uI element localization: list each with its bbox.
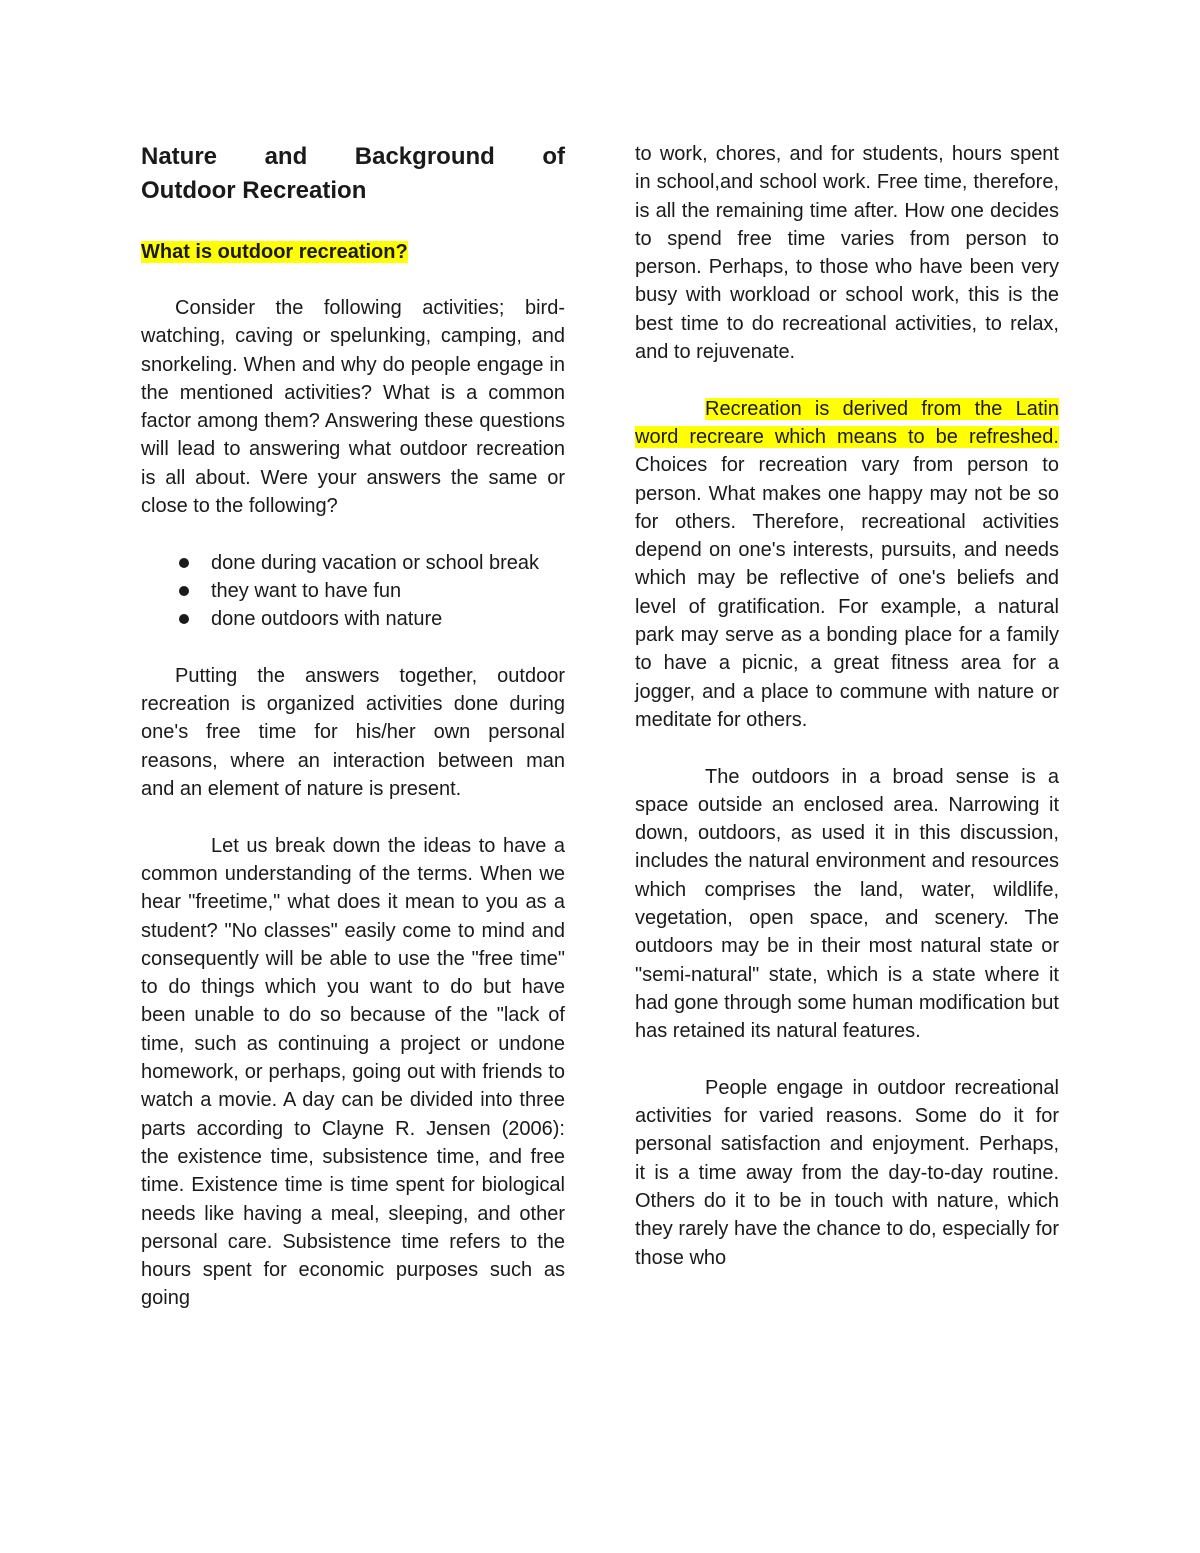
highlighted-heading: What is outdoor recreation?: [141, 241, 408, 263]
continued-paragraph: to work, chores, and for students, hours spent in school,and school work. Free time, therefore, is all the remaining time after. How one decides to spend free time varies from person to person. Perhaps, to those who have been very busy with workload or school work, this is the best time to do recreational activities, to relax, and to rejuvenate.: [635, 143, 1059, 364]
list-item-text: they want to have fun: [211, 579, 402, 602]
title-line-1: Nature and Background of: [141, 143, 565, 170]
bullet-icon: [179, 586, 189, 596]
recreation-paragraph: [635, 395, 1059, 735]
bullet-list: [141, 549, 565, 634]
list-item: [141, 605, 565, 633]
reasons-paragraph: People engage in outdoor recreational activities for varied reasons. Some do it for personal satisfaction and enjoyment. Perhaps, it is a time away from the day-to-day routine. Others do it to be in touch with nature, which they rarely have the chance to do, especially for those who: [635, 1076, 1059, 1269]
section-heading: [141, 238, 565, 266]
recreation-paragraph-text: Choices for recreation vary from person to person. What makes one happy may not be so for others. Therefore, recreational activities depend on one's interests, pursuits, and needs which may be reflective of one's beliefs and level of gratification. For example, a natural park may serve as a bonding place for a family to have a picnic, a great fitness area for a jogger, and a place to commune with nature or meditate for others.: [635, 454, 1059, 731]
bullet-icon: [179, 558, 189, 568]
list-item-text: done outdoors with nature: [211, 608, 443, 631]
left-column: [141, 140, 565, 1313]
title-line-2: Outdoor Recreation: [141, 177, 367, 204]
freetime-paragraph: Let us break down the ideas to have a common understanding of the terms. When we hear "freetime," what does it mean to you as a student? "No classes" easily come to mind and consequently will be able to use the "free time" to do things which you want to do but have been unable to do so because of the "lack of time, such as continuing a project or undone homework, or perhaps, going out with friends to watch a movie. A day can be divided into three parts according to Clayne R. Jensen (2006): the existence time, subsistence time, and free time. Existence time is time spent for biological needs like having a meal, sleeping, and other personal care. Subsistence time refers to the hours spent for economic purposes such as going: [141, 834, 565, 1310]
outdoors-paragraph: The outdoors in a broad sense is a space outside an enclosed area. Narrowing it down, outdoors, as used it in this discussion, includes the natural environment and resources which comprises the land, water, wildlife, vegetation, open space, and scenery. The outdoors may be in their most natural state or "semi-natural" state, which is a state where it had gone through some human modification but has retained its natural features.: [635, 765, 1059, 1043]
highlighted-sentence: Recreation is derived from the Latin word recreare which means to be refreshed.: [635, 397, 1059, 448]
list-item: [141, 549, 565, 577]
right-column: [635, 140, 1059, 1272]
definition-paragraph: Putting the answers together, outdoor recreation is organized activities done during one's free time for his/her own personal reasons, where an interaction between man and an element of nature is present.: [141, 664, 565, 801]
list-item: [141, 577, 565, 605]
bullet-icon: [179, 614, 189, 624]
list-item-text: done during vacation or school break: [211, 551, 539, 574]
intro-paragraph: Consider the following activities; bird-watching, caving or spelunking, camping, and snorkeling. When and why do people engage in the mentioned activities? What is a common factor among them? Answering these questions will lead to answering what outdoor recreation is all about. Were your answers the same or close to the following?: [141, 297, 565, 518]
document-title: [141, 140, 565, 208]
